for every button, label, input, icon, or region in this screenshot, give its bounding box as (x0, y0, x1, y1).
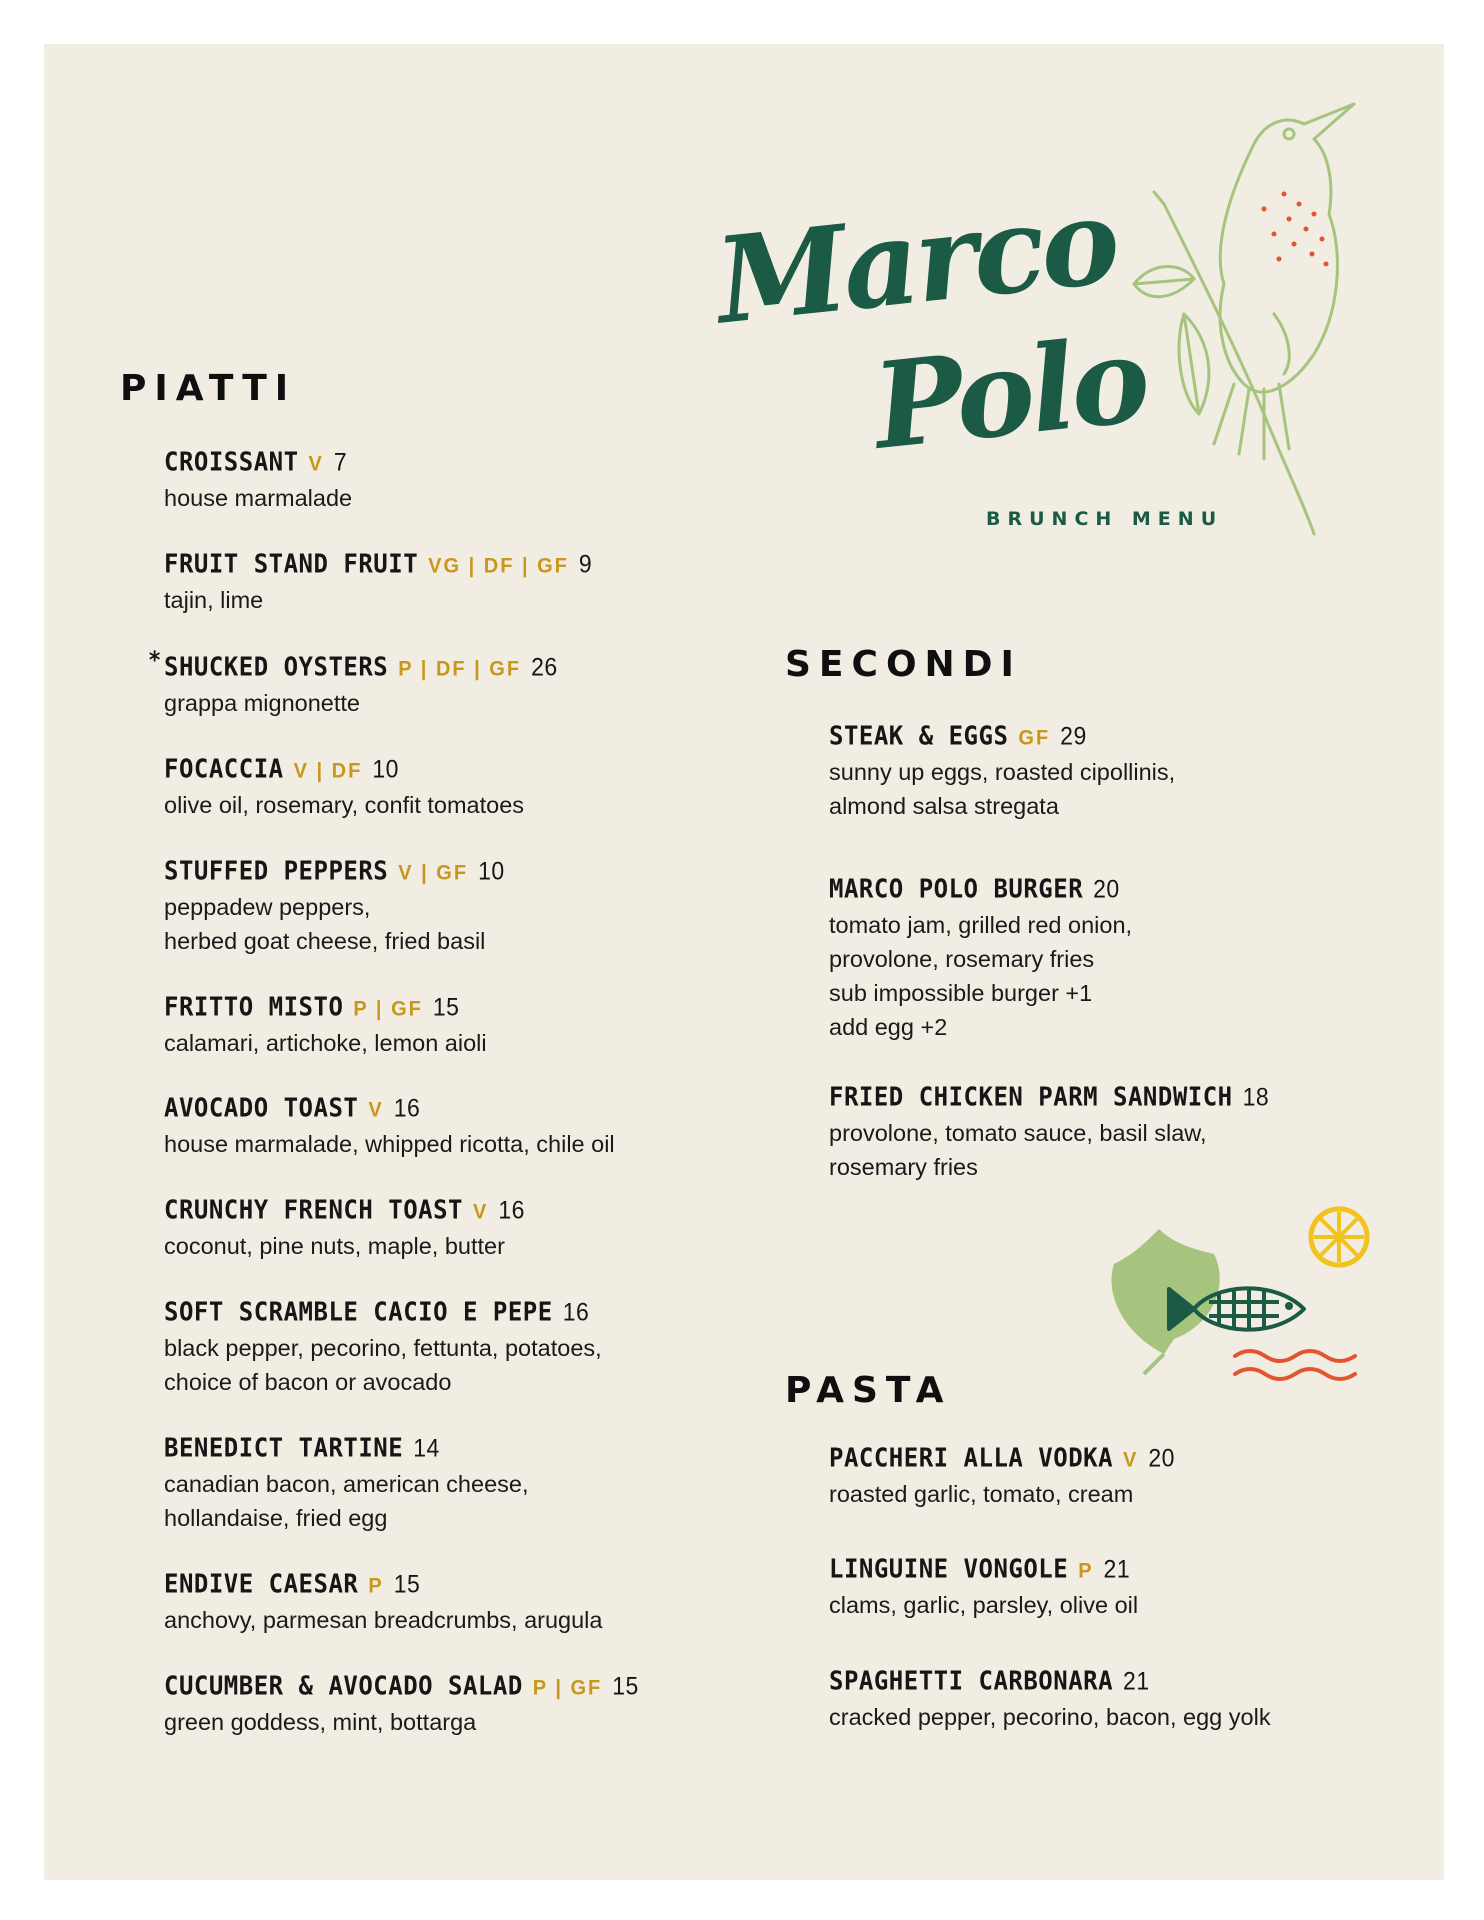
description-line: hollandaise, fried egg (164, 1505, 388, 1531)
menu-item-price: 7 (333, 447, 348, 476)
dietary-tags: P (368, 1574, 384, 1598)
dietary-tags: V | DF (293, 759, 363, 783)
menu-item-name: FRIED CHICKEN PARM SANDWICH (829, 1081, 1233, 1112)
description-line: add egg +2 (829, 1014, 948, 1040)
description-line: peppadew peppers, (164, 894, 371, 920)
menu-item-description (164, 1229, 525, 1263)
menu-item (164, 1194, 525, 1263)
description-line: almond salsa stregata (829, 793, 1059, 819)
menu-item-name: SOFT SCRAMBLE CACIO E PEPE (164, 1296, 553, 1327)
menu-item-header (164, 1297, 602, 1327)
description-line: black pepper, pecorino, fettunta, potatoes, (164, 1335, 602, 1361)
description-line: sunny up eggs, roasted cipollinis, (829, 759, 1176, 785)
section-title-pasta: PASTA (785, 1370, 952, 1411)
menu-item-header (164, 447, 352, 477)
menu-item-description (164, 1331, 602, 1399)
description-line: roasted garlic, tomato, cream (829, 1481, 1134, 1507)
raw-item-marker: * (148, 647, 162, 675)
menu-item-header (829, 1082, 1269, 1112)
logo-line-1: Marco (709, 170, 1122, 351)
description-line: canadian bacon, american cheese, (164, 1471, 529, 1497)
bird-on-branch-illustration (1114, 84, 1404, 544)
menu-item-header (164, 1569, 602, 1599)
dietary-tags: V (368, 1098, 384, 1122)
menu-item-name: FOCACCIA (164, 753, 284, 784)
description-line: olive oil, rosemary, confit tomatoes (164, 792, 525, 818)
menu-item-price: 16 (393, 1093, 421, 1122)
description-line: house marmalade (164, 485, 353, 511)
menu-item-name: CUCUMBER & AVOCADO SALAD (164, 1670, 523, 1701)
menu-item-header (829, 1666, 1271, 1696)
menu-item-price: 16 (498, 1195, 525, 1224)
menu-item (829, 873, 1133, 1044)
menu-item (829, 1081, 1270, 1184)
menu-item (164, 446, 353, 515)
menu-item-header (164, 754, 524, 784)
menu-item-header (164, 1195, 525, 1225)
menu-item-price: 26 (531, 652, 558, 681)
dietary-tags: GF (1018, 726, 1051, 750)
description-line: sub impossible burger +1 (829, 980, 1093, 1006)
menu-item (164, 1092, 615, 1161)
menu-item-name: AVOCADO TOAST (164, 1092, 359, 1123)
menu-item (829, 1553, 1139, 1622)
menu-item-price: 14 (413, 1433, 440, 1462)
dietary-tags: P | GF (353, 997, 423, 1021)
logo (704, 170, 1164, 504)
menu-item-description (164, 890, 505, 958)
description-line: choice of bacon or avocado (164, 1369, 452, 1395)
menu-item (164, 1670, 639, 1739)
menu-item-price: 15 (432, 992, 460, 1021)
menu-item (164, 991, 487, 1060)
menu-item-description (164, 788, 524, 822)
dietary-tags: V | GF (398, 861, 469, 885)
menu-item-price: 15 (612, 1671, 639, 1700)
menu-item-description (164, 481, 352, 515)
wave-lines-icon (1230, 1344, 1370, 1384)
menu-item-header (164, 1671, 639, 1701)
fish-icon (1164, 1274, 1314, 1344)
description-line: cracked pepper, pecorino, bacon, egg yolk (829, 1704, 1271, 1730)
dietary-tags: V (308, 452, 324, 476)
menu-item (164, 1432, 529, 1535)
menu-item-header (164, 1093, 615, 1123)
description-line: clams, garlic, parsley, olive oil (829, 1592, 1139, 1618)
menu-item (164, 548, 593, 617)
menu-item-description (829, 1700, 1271, 1734)
menu-item-name: SHUCKED OYSTERS (164, 651, 389, 682)
dietary-tags: P | GF (532, 1676, 603, 1700)
description-line: grappa mignonette (164, 690, 360, 716)
menu-item-name: MARCO POLO BURGER (829, 873, 1084, 904)
menu-item-price: 10 (372, 754, 399, 783)
menu-item-header (164, 992, 487, 1022)
menu-item-price: 16 (562, 1297, 590, 1326)
description-line: tomato jam, grilled red onion, (829, 912, 1133, 938)
menu-item (829, 720, 1176, 823)
menu-item-description (829, 1477, 1175, 1511)
description-line: provolone, rosemary fries (829, 946, 1095, 972)
menu-item-price: 9 (578, 549, 593, 578)
dietary-tags: V (1123, 1448, 1139, 1472)
menu-item (164, 855, 505, 958)
menu-item-description (829, 908, 1132, 1044)
menu-item (829, 1665, 1271, 1734)
menu-item-price: 15 (393, 1569, 421, 1598)
menu-item-price: 20 (1093, 874, 1120, 903)
menu-item-header (164, 856, 505, 886)
menu-item (164, 1568, 603, 1637)
menu-item-header (829, 1443, 1175, 1473)
description-line: calamari, artichoke, lemon aioli (164, 1030, 487, 1056)
menu-item-header (829, 1554, 1138, 1584)
description-line: rosemary fries (829, 1154, 978, 1180)
menu-item (164, 1296, 602, 1399)
dietary-tags: VG | DF | GF (428, 554, 569, 578)
menu-item-name: FRUIT STAND FRUIT (164, 548, 419, 579)
description-line: provolone, tomato sauce, basil slaw, (829, 1120, 1207, 1146)
menu-item-price: 20 (1148, 1443, 1175, 1472)
dietary-tags: P | DF | GF (398, 657, 522, 681)
menu-item-name: FRITTO MISTO (164, 991, 344, 1022)
description-line: house marmalade, whipped ricotta, chile oil (164, 1131, 615, 1157)
menu-item-description (164, 583, 592, 617)
menu-item-header (148, 647, 558, 682)
dietary-tags: P (1078, 1559, 1094, 1583)
menu-item-name: CRUNCHY FRENCH TOAST (164, 1194, 463, 1225)
menu-item-price: 21 (1103, 1554, 1131, 1583)
menu-item-name: SPAGHETTI CARBONARA (829, 1665, 1114, 1696)
menu-item-name: LINGUINE VONGOLE (829, 1553, 1069, 1584)
menu-item-header (829, 874, 1132, 904)
menu-item (148, 647, 558, 720)
menu-page (44, 44, 1444, 1880)
menu-item-description (164, 1705, 639, 1739)
dietary-tags: V (472, 1200, 489, 1224)
menu-item-description (829, 1116, 1269, 1184)
logo-line-2: Polo (867, 309, 1153, 476)
menu-item-header (829, 721, 1175, 751)
menu-item-price: 21 (1123, 1666, 1150, 1695)
menu-item (164, 753, 525, 822)
description-line: anchovy, parmesan breadcrumbs, arugula (164, 1607, 603, 1633)
menu-item-price: 18 (1242, 1082, 1270, 1111)
menu-item-name: BENEDICT TARTINE (164, 1432, 404, 1463)
menu-item-name: ENDIVE CAESAR (164, 1568, 359, 1599)
section-title-secondi: SECONDI (785, 644, 1022, 685)
menu-item-description (829, 755, 1175, 823)
description-line: tajin, lime (164, 587, 264, 613)
menu-item-price: 10 (478, 856, 505, 885)
section-title-piatti: PIATTI (120, 368, 297, 409)
menu-item-description (164, 1467, 529, 1535)
description-line: coconut, pine nuts, maple, butter (164, 1233, 505, 1259)
menu-item-description (164, 1026, 487, 1060)
menu-item-name: STEAK & EGGS (829, 720, 1009, 751)
lemon-slice-icon (1306, 1204, 1372, 1270)
menu-item-header (164, 549, 592, 579)
description-line: green goddess, mint, bottarga (164, 1709, 477, 1735)
menu-subtitle: BRUNCH MENU (986, 508, 1224, 530)
menu-item-name: CROISSANT (164, 446, 299, 477)
menu-item (829, 1442, 1175, 1511)
menu-item-name: PACCHERI ALLA VODKA (829, 1442, 1114, 1473)
menu-item-header (164, 1433, 529, 1463)
description-line: herbed goat cheese, fried basil (164, 928, 486, 954)
menu-item-name: STUFFED PEPPERS (164, 855, 389, 886)
menu-item-description (164, 686, 558, 720)
menu-item-description (164, 1127, 615, 1161)
menu-item-price: 29 (1060, 721, 1087, 750)
menu-item-description (829, 1588, 1138, 1622)
menu-item-description (164, 1603, 602, 1637)
